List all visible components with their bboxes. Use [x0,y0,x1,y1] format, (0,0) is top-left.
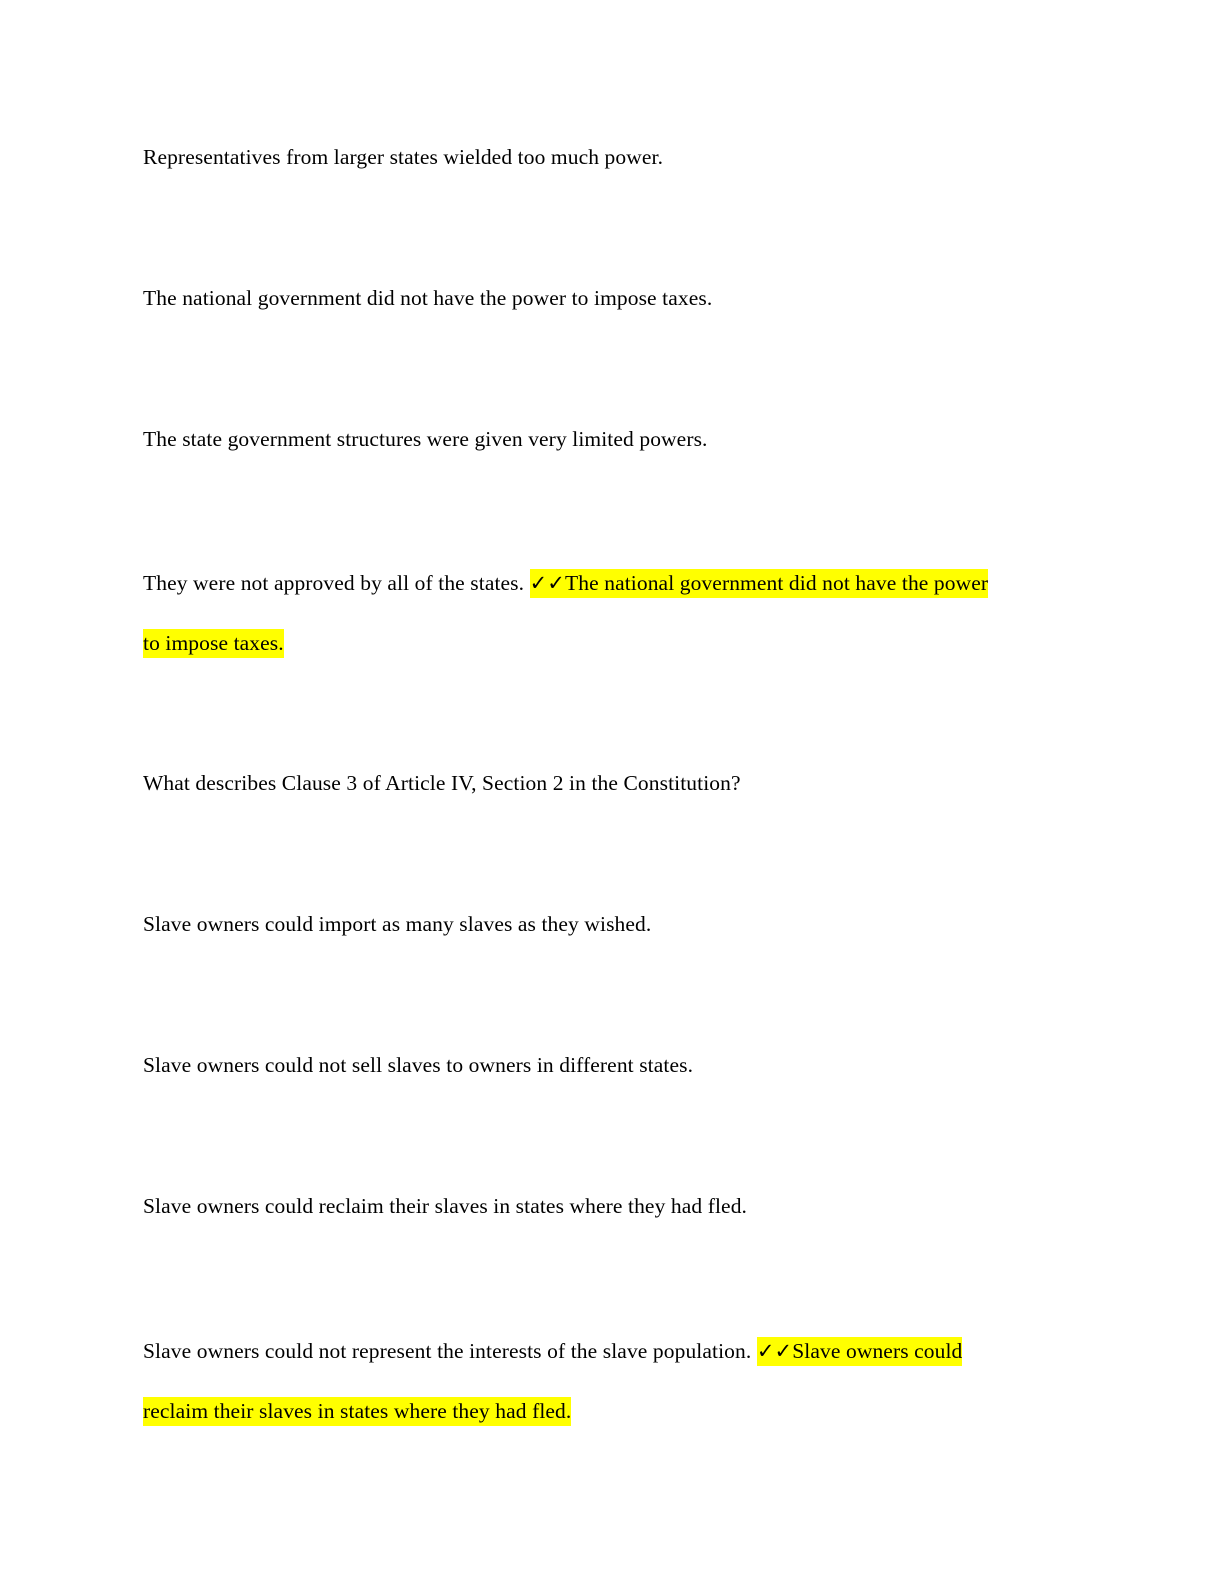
answer-text: The national government did not have the power [565,571,989,595]
answer-text: Slave owners could [792,1339,963,1363]
answer-option [143,567,988,599]
highlighted-answer: to impose taxes. [143,629,284,658]
highlighted-answer [530,569,989,598]
answer-option [143,423,708,455]
question: What describes Clause 3 of Article IV, Section 2 in the Constitution? [143,771,741,795]
answer-option [143,1190,747,1222]
option-text: Representatives from larger states wielded too much power. [143,145,664,169]
answer-option [143,141,663,173]
option-text: Slave owners could import as many slaves as they wished. [143,912,652,936]
highlighted-answer [757,1337,963,1366]
answer-continuation [143,627,284,659]
option-text: The state government structures were given very limited powers. [143,427,708,451]
answer-option [143,1335,962,1367]
option-text: Slave owners could not represent the interests of the slave population. [143,1339,752,1363]
answer-option [143,282,712,314]
answer-option [143,1049,693,1081]
checkmark-icon: ✓✓ [529,571,566,595]
checkmark-icon: ✓✓ [756,1339,793,1363]
question-text [143,767,741,799]
answer-option [143,908,651,940]
option-text: Slave owners could not sell slaves to owners in different states. [143,1053,694,1077]
answer-continuation [143,1395,571,1427]
option-text: They were not approved by all of the states. [143,571,525,595]
option-text: The national government did not have the power to impose taxes. [143,286,713,310]
highlighted-answer: reclaim their slaves in states where they had fled. [143,1397,571,1426]
option-text: Slave owners could reclaim their slaves in states where they had fled. [143,1194,748,1218]
